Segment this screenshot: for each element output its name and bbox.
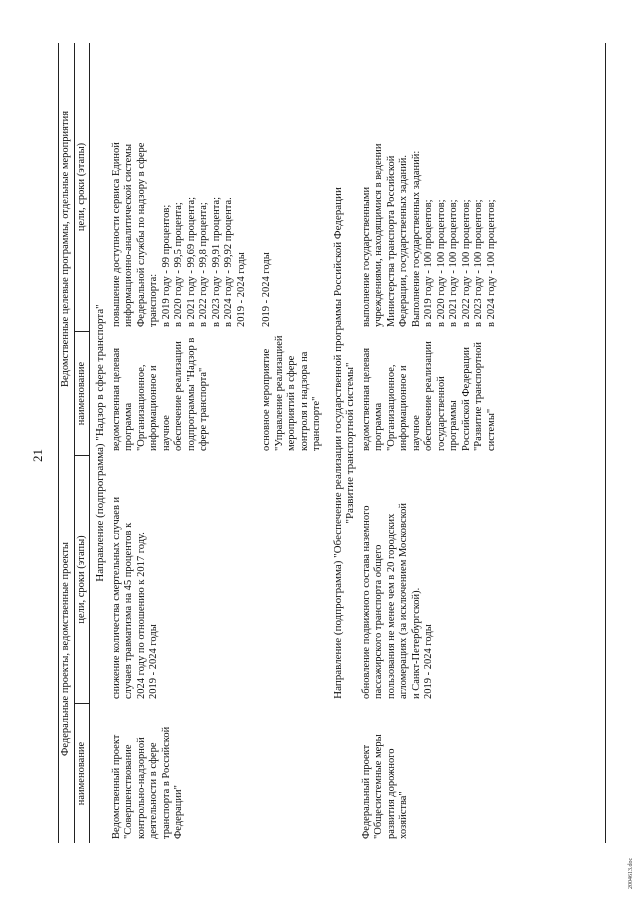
- table-header-columns: [75, 43, 91, 843]
- section-title-line-1: Направление (подпрограмма) "Обеспечение реализации государственной программы Российской Федерации: [331, 187, 344, 699]
- table-header-groups: [58, 43, 75, 843]
- section-title-program-support: [324, 43, 361, 843]
- header-col-goals: цели, сроки (этапы): [75, 455, 90, 703]
- header-group-departmental-programs: Ведомственные целевые программы, отдельные мероприятия: [60, 110, 71, 388]
- section-title-line-2: "Развитие транспортной системы": [344, 362, 356, 524]
- table-row: [261, 43, 324, 843]
- program-name: ведомственная целевая программа "Организационное, информационное и научное обеспечение реализации государственной программы Российской Федерации "Развитие транспортной системы": [360, 341, 497, 451]
- project-goals: снижение количества смертельных случаев и случаев травматизма на 45 процентов к 2024 году по отношению к 2017 году. 2019 - 2024 годы: [110, 496, 159, 699]
- project-name: Ведомственный проект "Совершенствование контрольно-надзорной деятельности в сфере транспорта в Российской Федерации": [110, 726, 184, 839]
- bottom-rule: [605, 43, 606, 843]
- project-goals: обновление подвижного состава наземного пассажирского транспорта общего пользования не менее чем в 20 городских агломерациях (за исключением Московской и Санкт-Петербургской). 2019 - 2024 годы: [360, 502, 434, 699]
- program-name: ведомственная целевая программа "Организационное, информационное и научное обеспечение реализации подпрограммы "Надзор в сфере транспорта": [110, 337, 209, 451]
- program-goals: выполнение государственными учреждениями, находящимися в ведении Министерства транспорта Российской Федерации, государственных заданий. Выполнение государственных заданий: в 2019 году - 100 процентов; в 2020 году - 100 процентов; в 2021 году - 100 процентов; в 2022 году - 100 процентов; в 2023 году - 100 процентов; в 2024 году - 100 процентов;: [360, 143, 497, 327]
- programs-table: [58, 43, 498, 843]
- program-name: основное мероприятие "Управление реализацией мероприятий в сфере контроля и надзора на транспорте": [261, 335, 322, 451]
- header-col-goals-2: цели, сроки (этапы): [75, 142, 87, 232]
- table-row: [111, 43, 249, 843]
- section-title-transport-supervision: Направление (подпрограмма) "Надзор в сфере транспорта": [94, 304, 106, 582]
- program-goals: повышение доступности сервиса Единой информационно-аналитической системы Федеральной службы по надзору в сфере транспорта: в 2019 году - 99 процентов; в 2020 году - 99,5 процента; в 2021 году - 99,69 процента; в 2022 году - 99,8 процента; в 2023 году - 99,91 процента; в 2024 году - 99,92 процента. 2019 - 2024 годы: [110, 142, 247, 327]
- table-row: [361, 43, 499, 843]
- header-col-name: наименование: [75, 703, 90, 843]
- header-group-federal-projects: Федеральные проекты, ведомственные проекты: [60, 542, 71, 756]
- project-name: Федеральный проект "Общесистемные меры развития дорожного хозяйства": [360, 734, 409, 839]
- footer-code: 2004613.doc: [628, 857, 634, 889]
- program-goals: 2019 - 2024 годы: [261, 252, 272, 327]
- page-number: 21: [30, 449, 45, 462]
- header-col-name-2: наименование: [75, 331, 90, 455]
